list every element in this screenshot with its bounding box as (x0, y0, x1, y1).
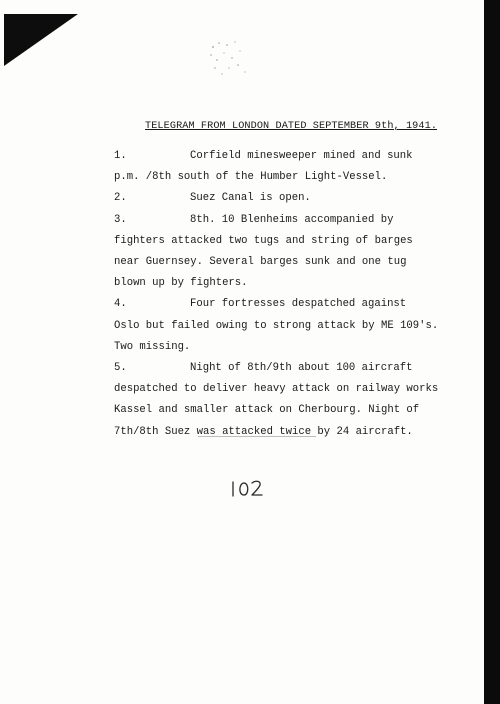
paragraph-line-text: Night of 8th/9th about 100 aircraft (190, 362, 413, 375)
paragraph-line-text: 8th. 10 Blenheims accompanied by (190, 213, 394, 226)
paragraph-1 (114, 146, 444, 188)
paragraph-number: 4. (114, 298, 127, 311)
paragraph-line-text: Two missing. (114, 340, 191, 353)
paragraph-line (114, 210, 444, 231)
paragraph-line-text: fighters attacked two tugs and string of barges (114, 234, 413, 247)
faint-stamp-mark (205, 38, 260, 78)
paragraph-2 (114, 188, 444, 209)
paragraph-line-text: Kassel and smaller attack on Cherbourg. Night of (114, 404, 420, 417)
paragraph-line-text: Oslo but failed owing to strong attack by ME 109's. (114, 319, 439, 332)
paragraph-line (114, 188, 444, 209)
paragraph-line-text: Suez Canal is open. (190, 192, 311, 205)
paragraph-3 (114, 210, 444, 295)
paragraph-line-text: despatched to deliver heavy attack on railway works (114, 383, 439, 396)
paragraph-line (114, 294, 444, 315)
paragraph-number: 1. (114, 150, 127, 162)
telegram-body (114, 146, 444, 443)
scan-corner-mark (4, 14, 78, 66)
paragraph-line-text: 7th/8th Suez was attacked twice by 24 aircraft. (114, 425, 413, 438)
paragraph-line-text: Corfield minesweeper mined and sunk (190, 150, 413, 162)
telegram-title: TELEGRAM FROM LONDON DATED SEPTEMBER 9th, 1941. (145, 121, 438, 132)
paragraph-number: 3. (114, 213, 127, 226)
paragraph-line (114, 422, 444, 443)
paragraph-line (114, 400, 444, 421)
paragraph-line-text: p.m. /8th south of the Humber Light-Vessel. (114, 171, 388, 184)
paragraph-line (114, 358, 444, 379)
paragraph-line-text: near Guernsey. Several barges sunk and one tug (114, 256, 407, 269)
paragraph-4 (114, 294, 444, 358)
paragraph-line (114, 252, 444, 273)
scan-right-edge (484, 0, 500, 704)
paragraph-number: 2. (114, 192, 127, 205)
end-rule (198, 436, 316, 437)
paragraph-line (114, 337, 444, 358)
paragraph-line (114, 167, 444, 188)
paragraph-line (114, 273, 444, 294)
handwritten-folio-number (228, 472, 268, 502)
paragraph-line-text: Four fortresses despatched against (190, 298, 407, 311)
paragraph-line (114, 379, 444, 400)
paragraph-line (114, 146, 444, 167)
paragraph-line-text: blown up by fighters. (114, 277, 248, 290)
paragraph-number: 5. (114, 362, 127, 375)
paragraph-line (114, 316, 444, 337)
paragraph-5 (114, 358, 444, 443)
paragraph-line (114, 231, 444, 252)
